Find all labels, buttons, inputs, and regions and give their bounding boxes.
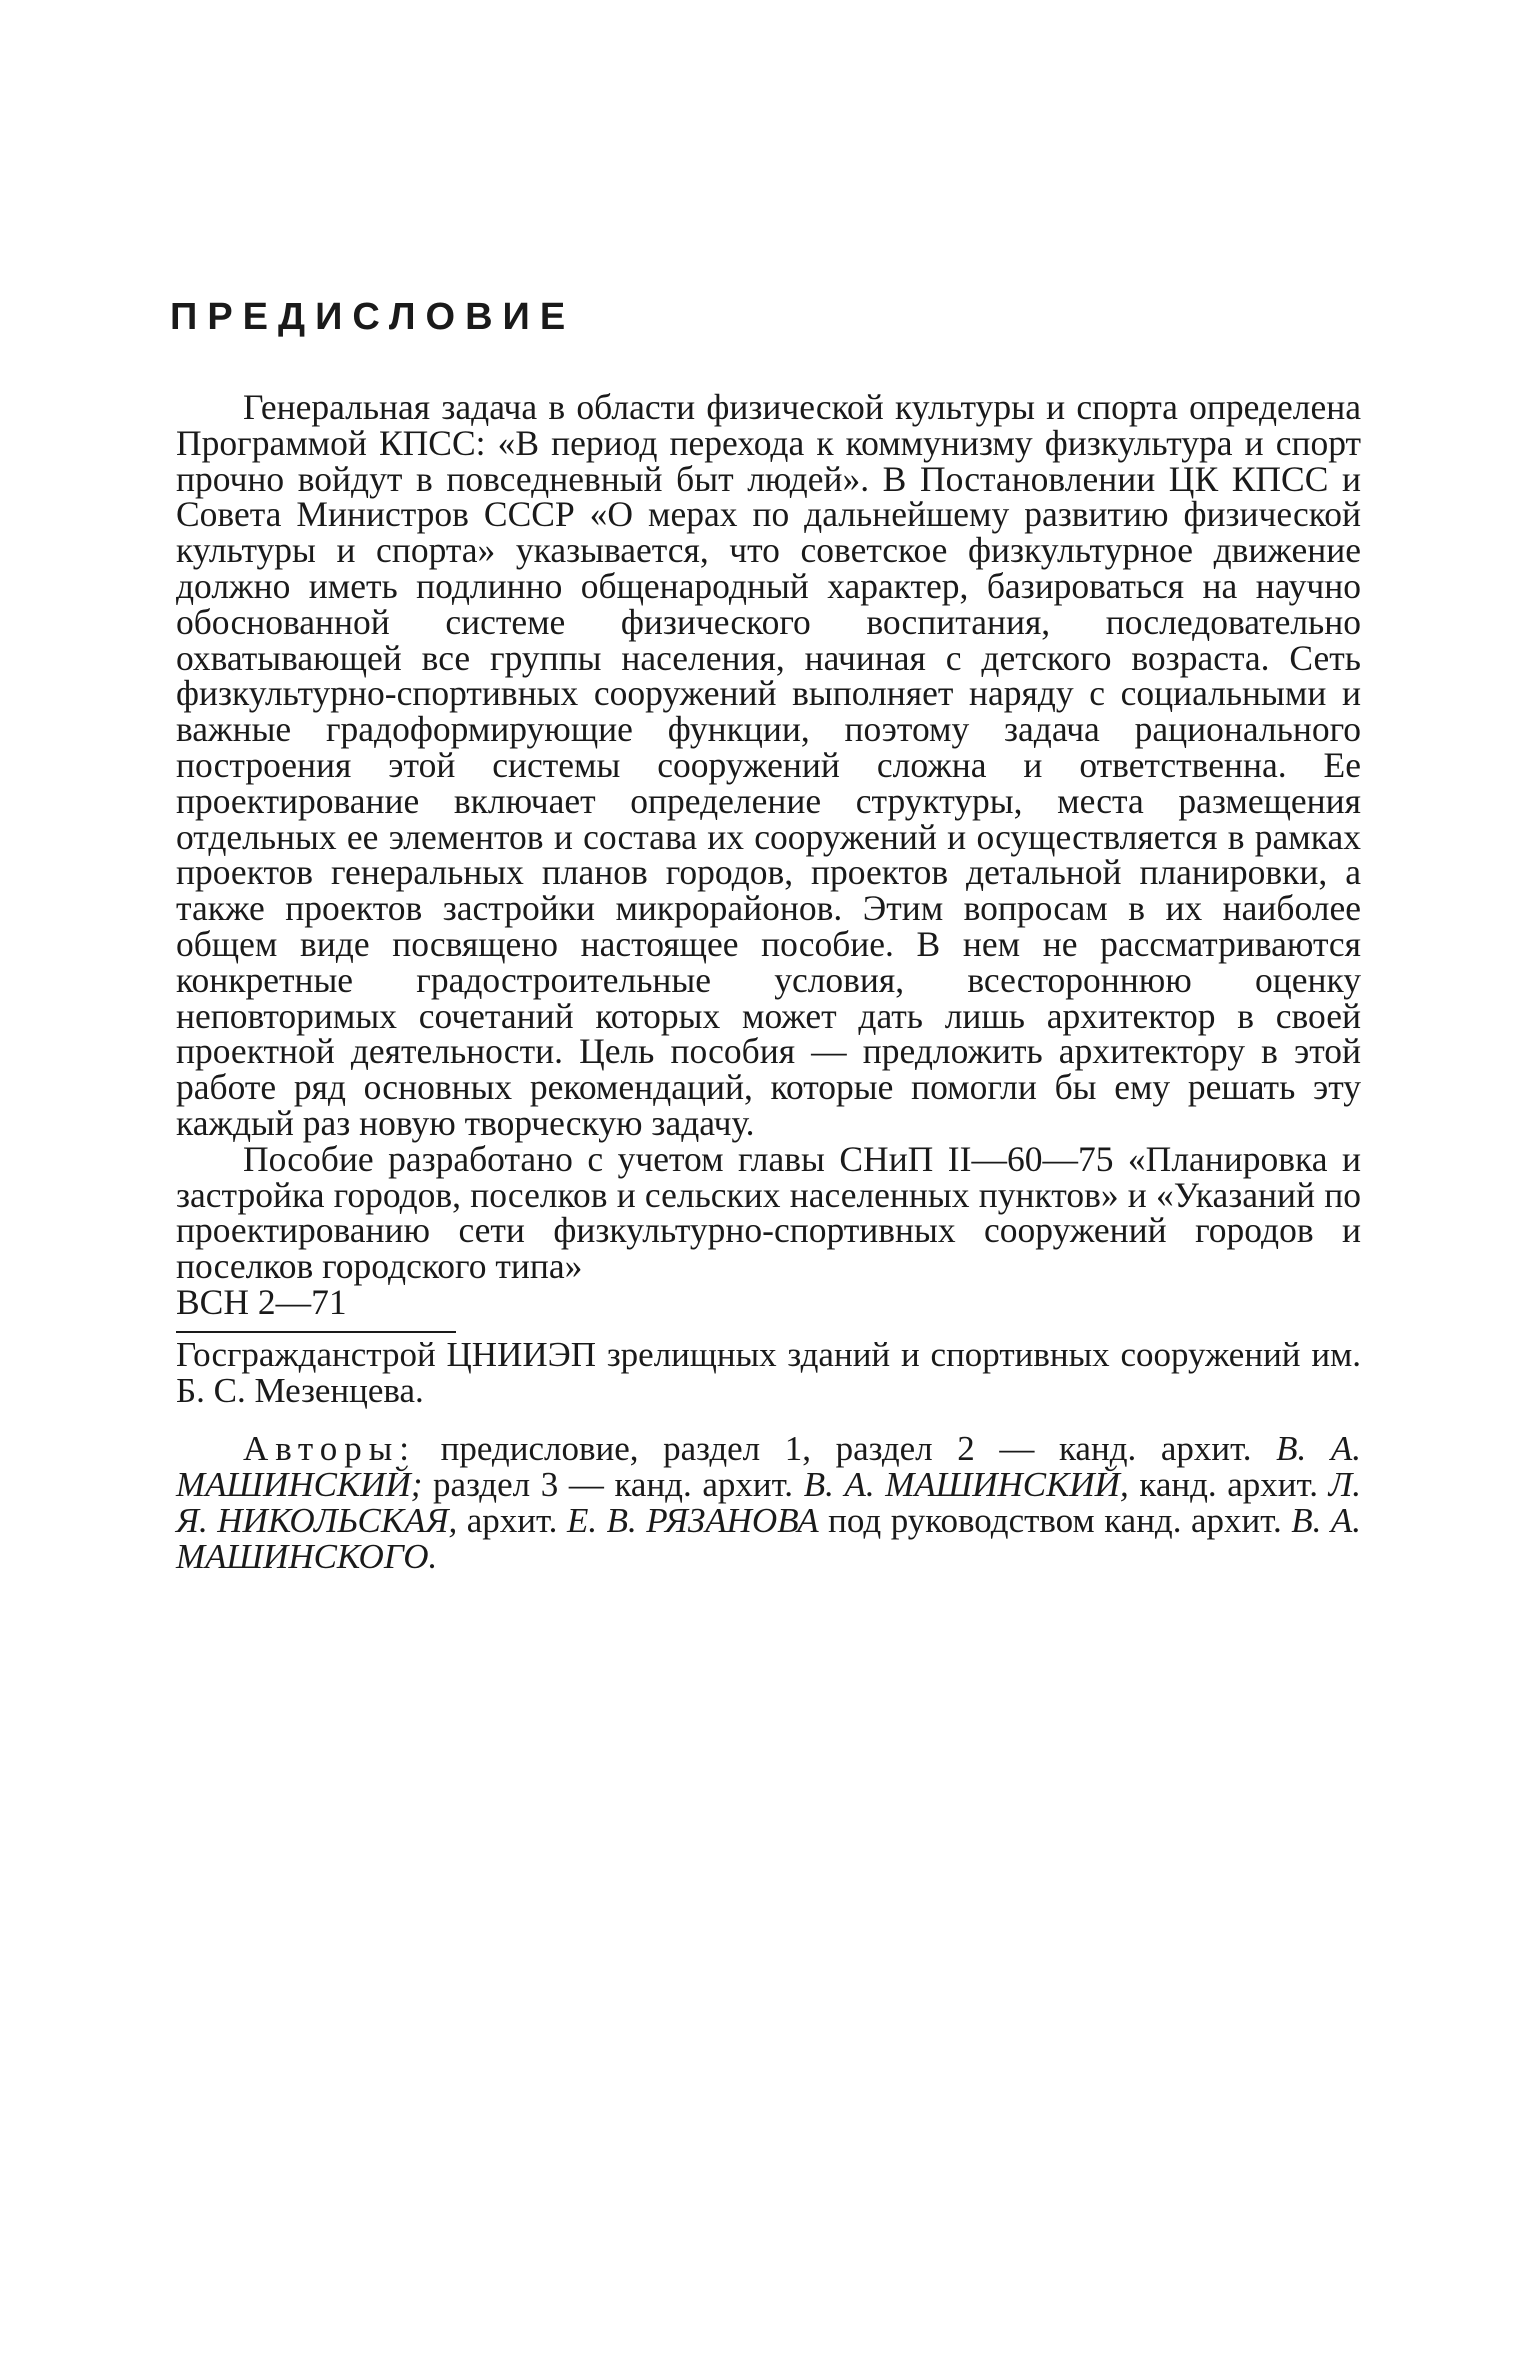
footnote-divider <box>176 1331 456 1333</box>
page-title: ПРЕДИСЛОВИЕ <box>170 296 576 338</box>
authors-part2: раздел 3 — канд. архит. <box>433 1464 794 1504</box>
author-name-5: В. А. МАШИНСКОГО. <box>176 1500 1362 1576</box>
author-name-4: Е. В. РЯЗАНОВА <box>566 1500 819 1540</box>
authors-label: Авторы: <box>243 1428 417 1468</box>
paragraph-intro: Генеральная задача в области физической культуры и спорта определена Программой КПСС: «В период перехода к коммунизму физкультура и спорт прочно войдут в повседневный быт людей». В Постановлении ЦК КПСС и Совета Министров СССР «О мерах по дальнейшему развитию физической культуры и спорта» указывается, что советское физкультурное движение должно иметь подлинно общенародный характер, базироваться на научно обоснованной системе физического воспитания, последовательно охватывающей все группы населения, начиная с детского возраста. Сеть физкультурно-спортивных сооружений выполняет наряду с социальными и важные градоформирующие функции, поэтому задача рационального построения этой системы сооружений сложна и ответственна. Ее проектирование включает определение структуры, места размещения отдельных ее элементов и состава их сооружений и осуществляется в рамках проектов генеральных планов городов, проектов детальной планировки, а также проектов застройки микрорайонов. Этим вопросам в их наиболее общем виде посвящено настоящее пособие. В нем не рассматриваются конкретные градостроительные условия, всестороннюю оценку неповторимых сочетаний которых может дать лишь архитектор в своей проектной деятельности. Цель пособия — предложить архитектору в этой работе ряд основных рекомендаций, которые помогли бы ему решать эту каждый раз новую творческую задачу. <box>176 387 1361 1143</box>
paragraph-sources: Пособие разработано с учетом главы СНиП II—60—75 «Планировка и застройка городов, поселков и сельских населенных пунктов» и «Указаний по проектированию сети физкультурно-спортивных сооружений городов и поселков городского типа» <box>176 1138 1361 1287</box>
paragraph-sources-ref: ВСН 2—71 <box>176 1281 347 1322</box>
footnote-institution: Госгражданстрой ЦНИИЭП зрелищных зданий и спортивных сооружений им. Б. С. Мезенцева. <box>176 1334 1361 1410</box>
author-name-3: Л. Я. НИКОЛЬСКАЯ, <box>176 1464 1362 1540</box>
author-name-2: В. А. МАШИНСКИЙ, <box>803 1464 1129 1504</box>
authors-part5: под руководством канд. архит. <box>828 1500 1282 1540</box>
author-name-1: В. А. МАШИНСКИЙ; <box>176 1428 1362 1504</box>
body-text <box>176 387 1362 1576</box>
authors-part1: предисловие, раздел 1, раздел 2 — канд. архит. <box>440 1428 1252 1468</box>
authors-credits <box>176 1428 1362 1576</box>
authors-part3: канд. архит. <box>1139 1464 1318 1504</box>
authors-part4: архит. <box>466 1500 558 1540</box>
